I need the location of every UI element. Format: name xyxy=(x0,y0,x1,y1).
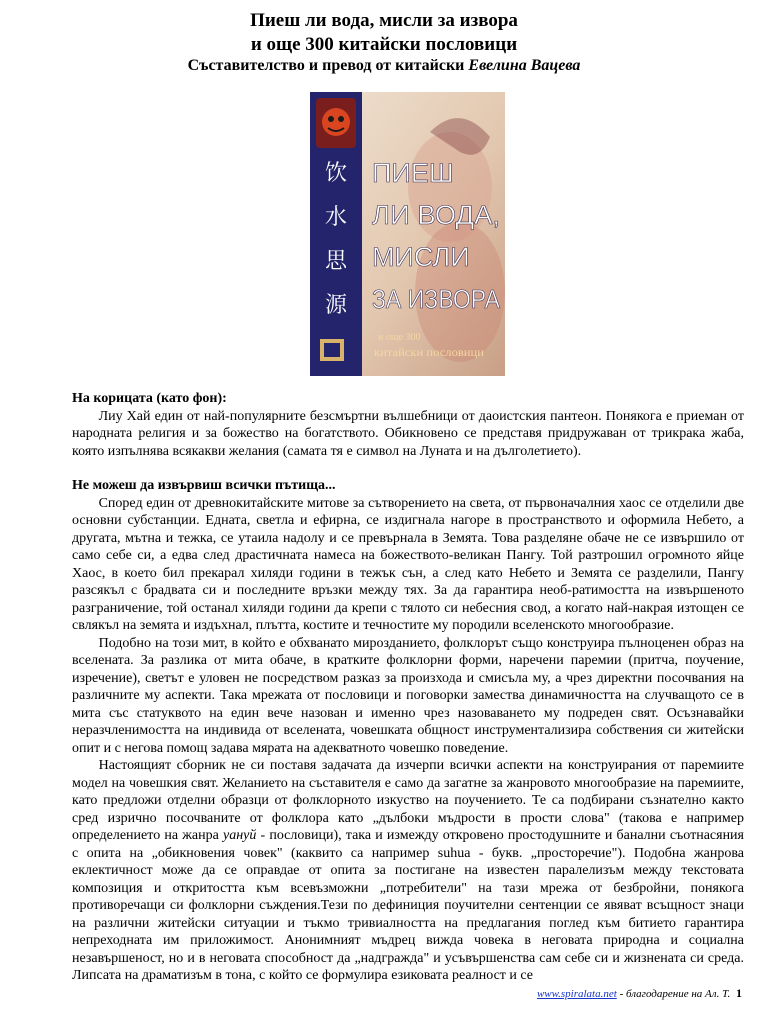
main-paragraph-2: Подобно на този мит, в който е обхванато мирозданието, фолклорът също конструира пълноценен образ на вселената. За разлика от мита обаче, в кратките фолклорни форми, наречени паремии (притча, поучение, изречение), светът е уловен не посредством разказ за произхода и смисъла му, а чрез директни посочвания на различните му аспекти. Така мрежата от пословици и поговорки замества динамичността на случващото се в мита със статуквото на един вече назован и именно чрез назоваването му подреден свят. Осъзнавайки неразчленимостта на индивида от вселената, човешката общност инструментализира собствения си житейски опит и с негова помощ задава мярата на адекватното човешко поведение. xyxy=(72,635,744,756)
main-paragraph-3-part-b: - пословици), така и измежду откровено простодушните и банални съотнасяния с опита на „обикновения човек" (каквито са например suhua - букв. „просторечие"). Подобна жанрова еклектичност може да се оправдае от опита за постигане на известен паралелизъм между текстовата композиция и откритостта към всевъзможни „потребители" на тази мрежа от безбройни, понякога противоречащи си фолклорни съждения.Тези по дефиниция поучителни сентенции се явяват всъщност знаци на различни житейски ситуации и тъкмо тривиалността на предлагания поглед към битието гарантира непреходната им приложимост. Анонимният мъдрец вижда човека в неговата природна и социална незавършеност, но и в неговата способност да „надгражда" и усъвършенства сам себе си и жизнената си среда. Липсата на драматизъм в тона, с който се формулира езиковата реалност и се xyxy=(72,828,744,983)
cover-chinese-char-1: 饮 xyxy=(324,161,348,186)
book-cover-art xyxy=(310,92,505,376)
book-credit xyxy=(0,56,768,76)
cover-title-line-1: ПИЕШ xyxy=(372,158,454,188)
cover-title-line-3: МИСЛИ xyxy=(372,242,470,272)
cover-subtitle: китайски пословици xyxy=(374,345,485,359)
page-number: 1 xyxy=(736,986,742,1000)
book-title-line-1: Пиеш ли вода, мисли за извора xyxy=(250,10,518,31)
cover-note-heading: На корицата (като фон): xyxy=(72,391,227,406)
cover-chinese-char-4: 源 xyxy=(324,293,348,318)
cover-subtitle-small: и още 300 xyxy=(378,332,421,343)
cover-note-paragraph: Лиу Хай един от най-популярните безсмъртни вълшебници от даоистския пантеон. Понякога е приеман от народната религия и за божество на богатството. Обикновено се представя придружаван от трикрака жаба, която изпълнява всякакви желания (самата тя е символ на Луната и на дълголетието). xyxy=(72,408,744,459)
main-paragraph-3-part-a: Настоящият сборник не си поставя задачата да изчерпи всички аспекти на конструирания от паремиите модел на човешкия свят. Желанието на съставителя е само да загатне за жанровото многообразие на паремиите, като предложи отделни образци от фолклорното изкуство на поучението. Те са подбирани съзнателно както сред изрично посочваните от фолклора като „дълбоки мъдрости в прости слова" (такова е например определението на жанра xyxy=(72,758,744,843)
genre-term: уануй xyxy=(222,828,257,843)
cover-chinese-char-3: 思 xyxy=(324,249,348,274)
credit-author: Евелина Вацева xyxy=(468,57,581,74)
main-paragraph-1: Според един от древнокитайските митове за сътворението на света, от първоначалния хаос се отделили две основни субстанции. Едната, светла и ефирна, се издигнала нагоре в пространството и оформила Небето, а другата, мътна и тежка, се утаила надолу и се превърнала в Земята. Това разделяне обаче не се извършило от само себе си, а едва след драстичната намеса на божеството-великан Пангу. Той разтрошил огромното яйце Хаос, в което бил прекарал хиляди години в тежък сън, а след като Небето и Земята се разделили, Пангу разсякъл с брадвата си и последните връзки между тях. За да гарантира необ-ратимостта на извършеното разграничение, той останал хиляди години да крепи с тялото си небесния свод, а когато най-накрая изтощен се свлякъл на земята и издъхнал, плътта, костите и течностите му породили вселенското многообразие. xyxy=(72,495,744,633)
main-paragraph-3 xyxy=(72,757,744,985)
cover-chinese-char-2: 水 xyxy=(324,205,348,230)
footer-note: - благодарение на Ал. Т. xyxy=(619,988,731,1000)
main-section xyxy=(72,477,744,985)
cover-title-line-4: ЗА ИЗВОРА xyxy=(372,284,501,314)
cover-title-line-2: ЛИ ВОДА, xyxy=(372,200,500,230)
page-footer xyxy=(537,986,742,1001)
credit-prefix: Съставителство и превод от китайски xyxy=(187,57,465,74)
cover-note-section xyxy=(72,390,744,460)
book-title-line-2: и още 300 китайски пословици xyxy=(250,34,518,55)
book-cover-image xyxy=(310,92,505,376)
main-section-heading: Не можеш да извървиш всички пътища... xyxy=(72,478,336,493)
footer-site-link[interactable]: www.spiralata.net xyxy=(536,988,617,1000)
